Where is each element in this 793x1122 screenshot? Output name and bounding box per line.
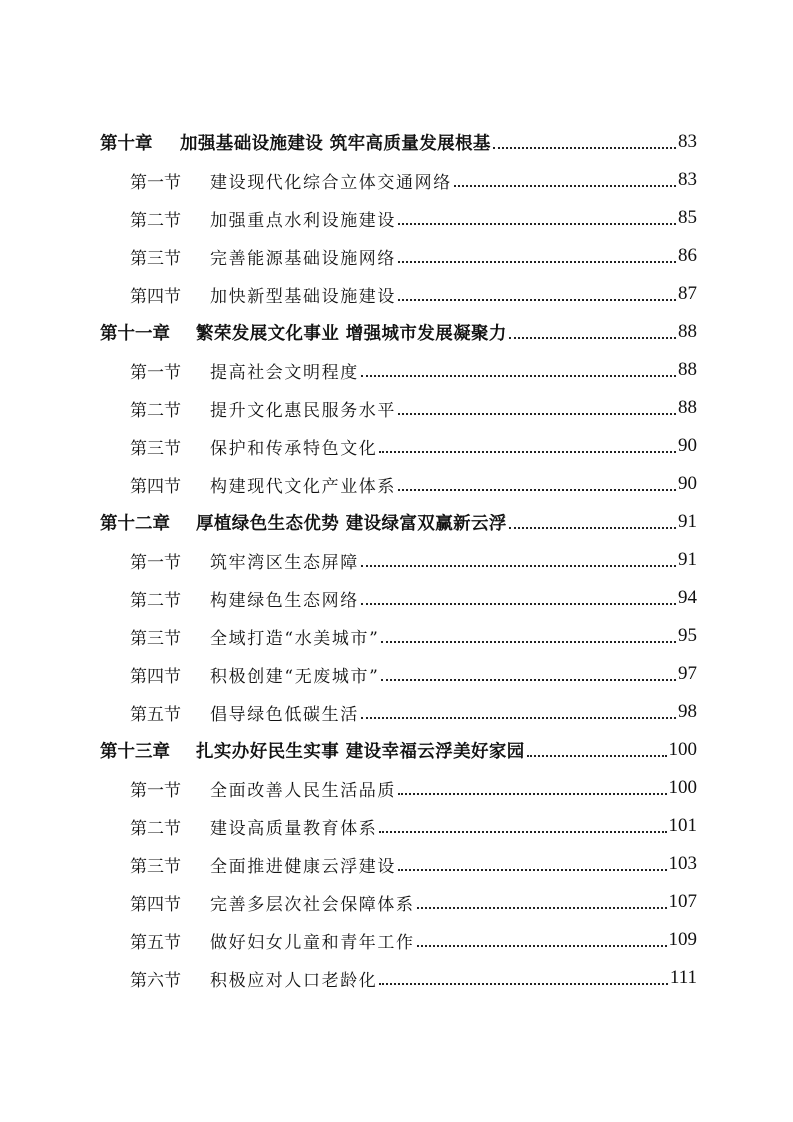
dot-leader xyxy=(493,146,676,149)
toc-section-entry[interactable] xyxy=(0,959,793,997)
page-number: 91 xyxy=(678,511,697,532)
section-number: 第一节 xyxy=(130,172,181,193)
section-title: 积极创建“无废城市” xyxy=(210,666,380,687)
section-number: 第一节 xyxy=(130,552,181,573)
section-title: 建设高质量教育体系 xyxy=(210,818,378,839)
dot-leader xyxy=(509,336,676,339)
toc-chapter-entry[interactable] xyxy=(0,313,793,351)
section-title: 构建绿色生态网络 xyxy=(210,590,359,611)
toc-section-entry[interactable] xyxy=(0,541,793,579)
page-number: 100 xyxy=(668,777,697,798)
dot-leader xyxy=(379,450,676,453)
toc-section-entry[interactable] xyxy=(0,883,793,921)
section-number: 第五节 xyxy=(130,704,181,725)
page-number: 88 xyxy=(678,397,697,418)
page-number: 90 xyxy=(678,473,697,494)
toc-section-entry[interactable] xyxy=(0,769,793,807)
toc-section-entry[interactable] xyxy=(0,465,793,503)
chapter-title: 扎实办好民生实事 建设幸福云浮美好家园 xyxy=(196,741,525,762)
page-number: 88 xyxy=(678,359,697,380)
dot-leader xyxy=(398,260,676,263)
chapter-title: 繁荣发展文化事业 增强城市发展凝聚力 xyxy=(196,323,507,344)
toc-section-entry[interactable] xyxy=(0,617,793,655)
page-number: 98 xyxy=(678,701,697,722)
table-of-contents xyxy=(0,123,793,997)
dot-leader xyxy=(398,488,676,491)
section-number: 第二节 xyxy=(130,818,181,839)
toc-section-entry[interactable] xyxy=(0,237,793,275)
toc-chapter-entry[interactable] xyxy=(0,503,793,541)
page-number: 109 xyxy=(668,929,697,950)
dot-leader xyxy=(398,868,667,871)
toc-section-entry[interactable] xyxy=(0,351,793,389)
section-number: 第三节 xyxy=(130,438,181,459)
section-title: 提升文化惠民服务水平 xyxy=(210,400,396,421)
toc-section-entry[interactable] xyxy=(0,693,793,731)
chapter-number: 第十章 xyxy=(100,133,153,154)
section-title: 提高社会文明程度 xyxy=(210,362,359,383)
section-title: 完善多层次社会保障体系 xyxy=(210,894,415,915)
toc-section-entry[interactable] xyxy=(0,199,793,237)
page-number: 83 xyxy=(678,131,697,152)
toc-section-entry[interactable] xyxy=(0,427,793,465)
page-number: 103 xyxy=(668,853,697,874)
page-number: 83 xyxy=(678,169,697,190)
section-number: 第二节 xyxy=(130,210,181,231)
toc-section-entry[interactable] xyxy=(0,389,793,427)
toc-section-entry[interactable] xyxy=(0,161,793,199)
dot-leader xyxy=(398,298,676,301)
dot-leader xyxy=(417,944,667,947)
dot-leader xyxy=(379,830,666,833)
section-number: 第一节 xyxy=(130,362,181,383)
page-number: 107 xyxy=(668,891,697,912)
page-number: 86 xyxy=(678,245,697,266)
toc-chapter-entry[interactable] xyxy=(0,731,793,769)
chapter-number: 第十二章 xyxy=(100,513,170,534)
dot-leader xyxy=(527,754,667,757)
section-number: 第四节 xyxy=(130,894,181,915)
section-number: 第二节 xyxy=(130,400,181,421)
section-number: 第四节 xyxy=(130,286,181,307)
page-number: 88 xyxy=(678,321,697,342)
dot-leader xyxy=(454,184,676,187)
section-title: 积极应对人口老龄化 xyxy=(210,970,378,991)
dot-leader xyxy=(381,678,676,681)
chapter-title: 厚植绿色生态优势 建设绿富双赢新云浮 xyxy=(196,513,507,534)
page-number: 95 xyxy=(678,625,697,646)
section-title: 全面改善人民生活品质 xyxy=(210,780,396,801)
page-number: 91 xyxy=(678,549,697,570)
section-title: 构建现代文化产业体系 xyxy=(210,476,396,497)
chapter-number: 第十一章 xyxy=(100,323,170,344)
section-title: 倡导绿色低碳生活 xyxy=(210,704,359,725)
chapter-title: 加强基础设施建设 筑牢高质量发展根基 xyxy=(180,133,491,154)
page-number: 111 xyxy=(669,967,697,988)
page-number: 97 xyxy=(678,663,697,684)
dot-leader xyxy=(361,602,676,605)
dot-leader xyxy=(361,374,676,377)
toc-section-entry[interactable] xyxy=(0,655,793,693)
dot-leader xyxy=(381,640,676,643)
chapter-number: 第十三章 xyxy=(100,741,170,762)
section-title: 全面推进健康云浮建设 xyxy=(210,856,396,877)
dot-leader xyxy=(398,412,676,415)
section-number: 第一节 xyxy=(130,780,181,801)
page-number: 90 xyxy=(678,435,697,456)
dot-leader xyxy=(361,716,676,719)
page-number: 100 xyxy=(668,739,697,760)
section-title: 建设现代化综合立体交通网络 xyxy=(210,172,452,193)
section-number: 第三节 xyxy=(130,856,181,877)
section-number: 第三节 xyxy=(130,248,181,269)
section-title: 加快新型基础设施建设 xyxy=(210,286,396,307)
dot-leader xyxy=(379,982,668,985)
section-title: 完善能源基础设施网络 xyxy=(210,248,396,269)
section-number: 第三节 xyxy=(130,628,181,649)
section-number: 第五节 xyxy=(130,932,181,953)
toc-chapter-entry[interactable] xyxy=(0,123,793,161)
toc-section-entry[interactable] xyxy=(0,579,793,617)
page-number: 94 xyxy=(678,587,697,608)
page-number: 85 xyxy=(678,207,697,228)
page-number: 87 xyxy=(678,283,697,304)
toc-section-entry[interactable] xyxy=(0,921,793,959)
section-number: 第四节 xyxy=(130,476,181,497)
dot-leader xyxy=(398,222,676,225)
toc-section-entry[interactable] xyxy=(0,275,793,313)
section-number: 第四节 xyxy=(130,666,181,687)
section-title: 保护和传承特色文化 xyxy=(210,438,378,459)
section-title: 做好妇女儿童和青年工作 xyxy=(210,932,415,953)
dot-leader xyxy=(398,792,667,795)
toc-section-entry[interactable] xyxy=(0,845,793,883)
toc-section-entry[interactable] xyxy=(0,807,793,845)
dot-leader xyxy=(361,564,676,567)
page-number: 101 xyxy=(668,815,697,836)
dot-leader xyxy=(417,906,667,909)
section-number: 第六节 xyxy=(130,970,181,991)
section-title: 全域打造“水美城市” xyxy=(210,628,380,649)
dot-leader xyxy=(509,526,676,529)
section-number: 第二节 xyxy=(130,590,181,611)
section-title: 加强重点水利设施建设 xyxy=(210,210,396,231)
section-title: 筑牢湾区生态屏障 xyxy=(210,552,359,573)
